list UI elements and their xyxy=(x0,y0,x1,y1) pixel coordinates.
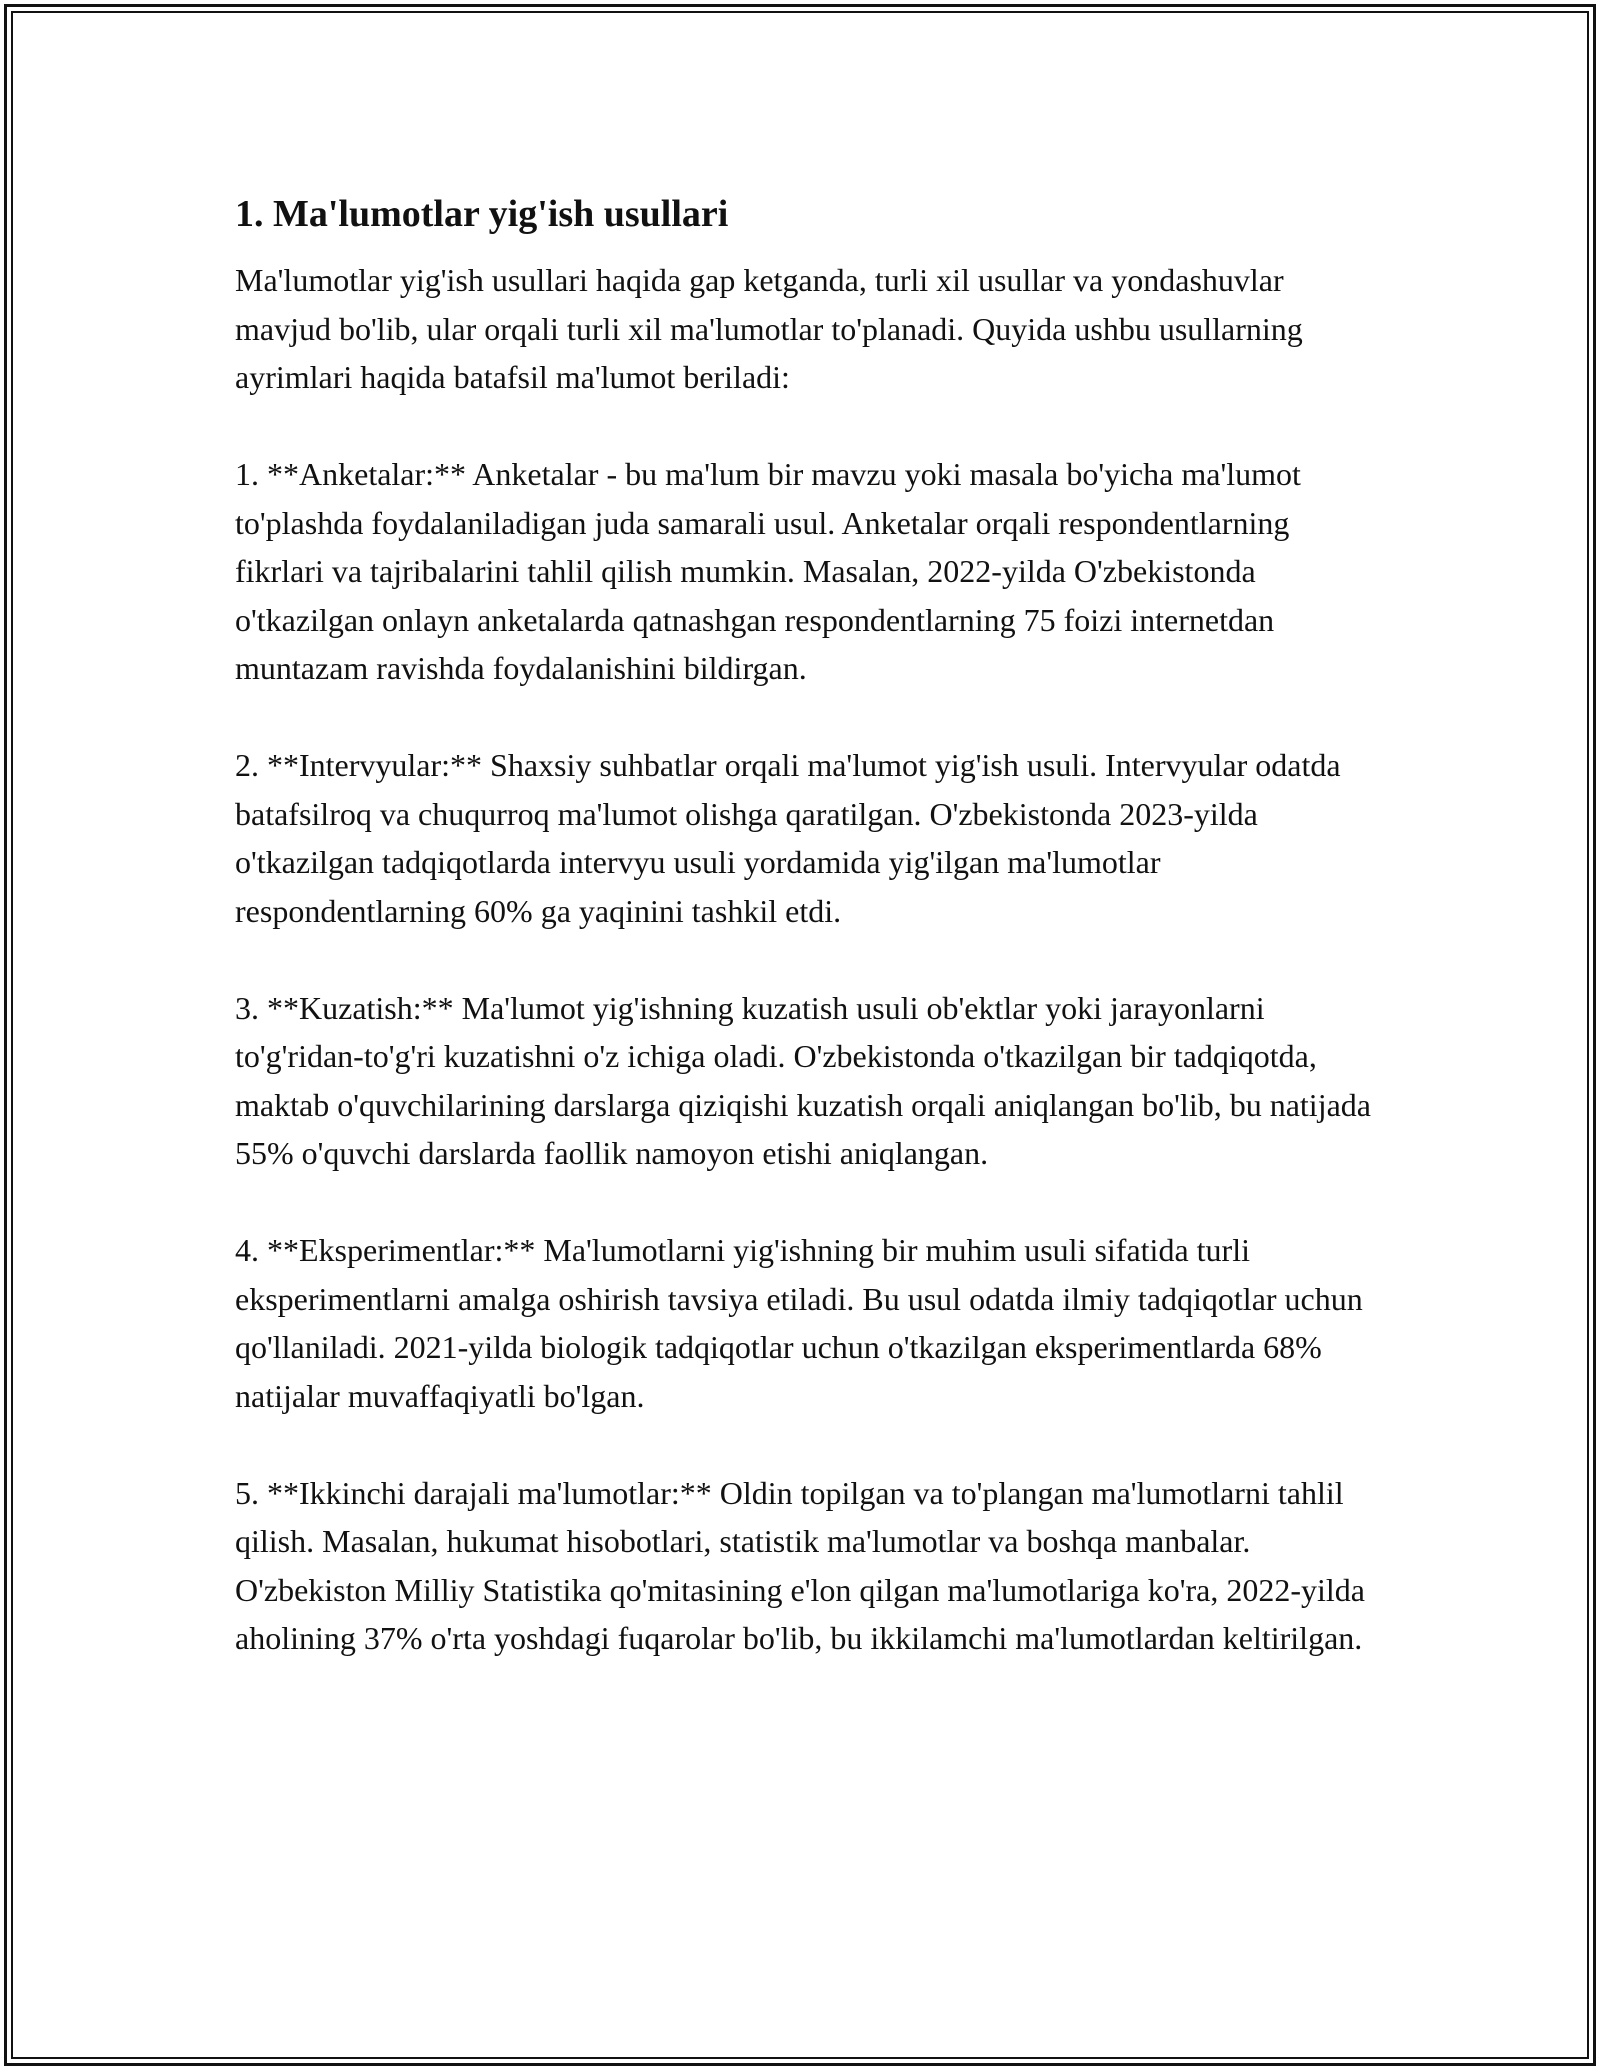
item-anketalar: 1. **Anketalar:** Anketalar - bu ma'lum bir mavzu yoki masala bo'yicha ma'lumot to'plashda foydalaniladigan juda samarali usul. Anketalar orqali respondentlarning fikrlari va tajribalarini tahlil qilish mumkin. Masalan, 2022-yilda O'zbekistonda o'tkazilgan onlayn anketalarda qatnashgan respondentlarning 75 foizi internetdan muntazam ravishda foydalanishini bildirgan. xyxy=(235,456,1301,686)
item-intervyular: 2. **Intervyular:** Shaxsiy suhbatlar orqali ma'lumot yig'ish usuli. Intervyular odatda batafsilroq va chuqurroq ma'lumot olishga qaratilgan. O'zbekistonda 2023-yilda o'tkazilgan tadqiqotlarda intervyu usuli yordamida yig'ilgan ma'lumotlar respondentlarning 60% ga yaqinini tashkil etdi. xyxy=(235,747,1341,929)
item-ikkinchi-darajali: 5. **Ikkinchi darajali ma'lumotlar:** Oldin topilgan va to'plangan ma'lumotlarni tahlil qilish. Masalan, hukumat hisobotlari, statistik ma'lumotlar va boshqa manbalar. O'zbekiston Milliy Statistika qo'mitasining e'lon qilgan ma'lumotlariga ko'ra, 2022-yilda aholining 37% o'rta yoshdagi fuqarolar bo'lib, bu ikkilamchi ma'lumotlardan keltirilgan. xyxy=(235,1474,1365,1656)
section-heading: 1. Ma'lumotlar yig'ish usullari xyxy=(235,193,729,235)
item-eksperimentlar: 4. **Eksperimentlar:** Ma'lumotlarni yig'ishning bir muhim usuli sifatida turli eksperimentlarni amalga oshirish tavsiya etiladi. Bu usul odatda ilmiy tadqiqotlar uchun qo'llaniladi. 2021-yilda biologik tadqiqotlar uchun o'tkazilgan eksperimentlarda 68% natijalar muvaffaqiyatli bo'lgan. xyxy=(235,1232,1363,1414)
document-body xyxy=(235,186,1385,1663)
intro-paragraph: Ma'lumotlar yig'ish usullari haqida gap ketganda, turli xil usullar va yondashuvlar mavjud bo'lib, ular orqali turli xil ma'lumotlar to'planadi. Quyida ushbu usullarning ayrimlari haqida batafsil ma'lumot beriladi: xyxy=(235,262,1303,395)
item-kuzatish: 3. **Kuzatish:** Ma'lumot yig'ishning kuzatish usuli ob'ektlar yoki jarayonlarni to'g'ridan-to'g'ri kuzatishni o'z ichiga oladi. O'zbekistonda o'tkazilgan bir tadqiqotda, maktab o'quvchilarining darslarga qiziqishi kuzatish orqali aniqlangan bo'lib, bu natijada 55% o'quvchi darslarda faollik namoyon etishi aniqlangan. xyxy=(235,989,1371,1171)
